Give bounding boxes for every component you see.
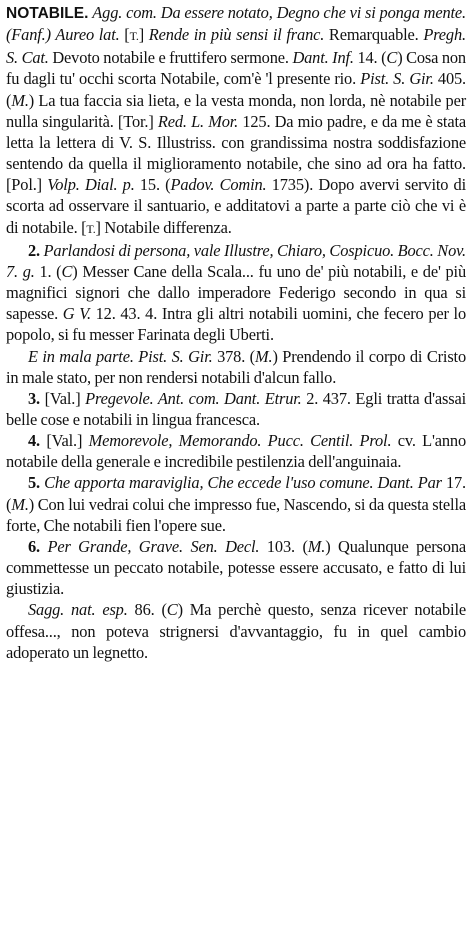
text-run: [Val.] bbox=[44, 388, 86, 408]
text-run: Dant. Inf. bbox=[292, 48, 358, 68]
entry-paragraph-5 bbox=[6, 430, 466, 472]
sense-number: 6. bbox=[28, 536, 48, 556]
sense-number: 4. bbox=[28, 431, 47, 451]
text-run: T. bbox=[129, 29, 139, 44]
text-run: ) Con lui vedrai colui che impresso fue, Nascendo, si da questa stella forte, Che notabili fien l'opere sue. bbox=[6, 494, 466, 535]
text-run: Remarquable. bbox=[328, 25, 424, 45]
text-run: Rende in più sensi il franc. bbox=[148, 25, 329, 45]
entry-paragraph-1 bbox=[6, 2, 466, 240]
text-run: 1735). Dopo avervi servito di scorta ad osservare il santuario, e additatovi a parte a parte ciò che vi è di notabile. [ bbox=[6, 175, 466, 237]
text-run: Sagg. nat. esp. bbox=[28, 600, 135, 620]
text-run: ] Notabile differenza. bbox=[95, 217, 232, 237]
text-run: 17. ( bbox=[6, 473, 467, 514]
text-run: ] bbox=[138, 25, 149, 45]
text-run: 2. 437. Egli tratta d'assai belle cose e notabili in lingua francesca. bbox=[6, 388, 467, 429]
text-run: ) Messer Cane della Scala... fu uno de' più notabili, e de' più magnifici signori che dallo imperadore Federigo secondo in qua si sapesse. bbox=[6, 261, 466, 324]
text-run: E in mala parte. Pist. S. Gir. bbox=[28, 346, 218, 366]
text-run: T. bbox=[86, 221, 96, 236]
sense-number: 5. bbox=[28, 473, 45, 493]
text-run: 12. 43. 4. Intra gli altri notabili uomini, che fecero per lo popolo, si fu messer Farinata degli Uberti. bbox=[6, 304, 466, 345]
entry-paragraph-6 bbox=[6, 472, 466, 535]
text-run: ) La tua faccia sia lieta, e la vesta monda, non lorda, nè notabile per nulla singularità. [Tor.] bbox=[6, 90, 466, 131]
text-run: 378. ( bbox=[217, 346, 255, 366]
text-run: M. bbox=[11, 494, 29, 514]
text-run: Agg. com. Da essere notato, Degno che vi si ponga mente. (Fanf.) Aureo lat. bbox=[6, 3, 466, 45]
text-run: M. bbox=[11, 90, 29, 110]
text-run: Pregh. S. Cat. bbox=[6, 25, 466, 68]
text-run: Volp. Dial. p. bbox=[47, 175, 140, 195]
text-run: ) Cosa non fu dagli tu' occhi scorta Notabile, com'è 'l presente rio. bbox=[6, 48, 466, 89]
text-run: [ bbox=[124, 25, 130, 45]
entry-paragraph-7 bbox=[6, 536, 466, 599]
text-run: ) Ma perchè questo, senza ricever notabile offesa..., non poteva strignersi d'avvantaggio, fu in quel cambio adoperato un legnetto. bbox=[6, 600, 466, 662]
text-run: cv. L'anno notabile della generale e incredibile pestilenzia dell'anguinaia. bbox=[6, 431, 467, 472]
text-run: Per Grande, Grave. Sen. Decl. bbox=[47, 536, 267, 556]
sense-number: 3. bbox=[28, 388, 45, 408]
text-run: Red. L. Mor. bbox=[157, 111, 243, 131]
text-run: Devoto notabile e fruttifero sermone. bbox=[52, 48, 293, 68]
entry-paragraph-8 bbox=[6, 599, 466, 662]
text-run: Memorevole, Memorando. Pucc. Centil. Prol. bbox=[88, 431, 398, 451]
text-run: Parlandosi di persona, vale Illustre, Chiaro, Cospicuo. Bocc. Nov. 7. g. bbox=[6, 240, 466, 281]
text-run: C bbox=[166, 600, 178, 620]
text-run: Pist. S. Gir. bbox=[360, 69, 438, 89]
text-run: C bbox=[61, 261, 73, 281]
sense-number: 2. bbox=[28, 240, 44, 260]
text-run: M. bbox=[307, 536, 326, 556]
text-run: M. bbox=[254, 346, 273, 366]
text-run: 125. Da mio padre, e da me è stata letta la lettera di V. S. Illustriss. con grandissima nostra soddisfazione sentendo da quella il miglioramento notabile, che sino ad ora ha fatto. [Pol.] bbox=[6, 111, 466, 195]
headword: NOTABILE. bbox=[6, 5, 89, 22]
text-run: ) Prendendo il corpo di Cristo in male stato, per non rendersi notabili d'alcun fallo. bbox=[6, 346, 466, 387]
text-run: Padov. Comin. bbox=[170, 175, 272, 195]
dictionary-entry bbox=[6, 2, 466, 663]
text-run: C bbox=[386, 48, 398, 68]
text-run: 1. ( bbox=[39, 261, 62, 281]
text-run: 405. ( bbox=[6, 69, 466, 110]
text-run: Che apporta maraviglia, Che eccede l'uso comune. Dant. Par bbox=[44, 473, 446, 493]
text-run: 15. ( bbox=[139, 175, 171, 195]
text-run: G V. bbox=[62, 304, 96, 324]
text-run: [Val.] bbox=[46, 431, 89, 451]
text-run: 86. ( bbox=[134, 600, 167, 620]
entry-paragraph-4 bbox=[6, 388, 466, 430]
entry-paragraph-2 bbox=[6, 240, 466, 346]
text-run: ) Qualunque persona commettesse un peccato notabile, potesse essere accusato, e fatto di lui giustizia. bbox=[6, 536, 466, 599]
text-run: Pregevole. Ant. com. Dant. Etrur. bbox=[85, 388, 307, 408]
text-run: 14. ( bbox=[357, 48, 387, 68]
text-run: 103. ( bbox=[266, 536, 308, 556]
entry-paragraph-3 bbox=[6, 346, 466, 388]
